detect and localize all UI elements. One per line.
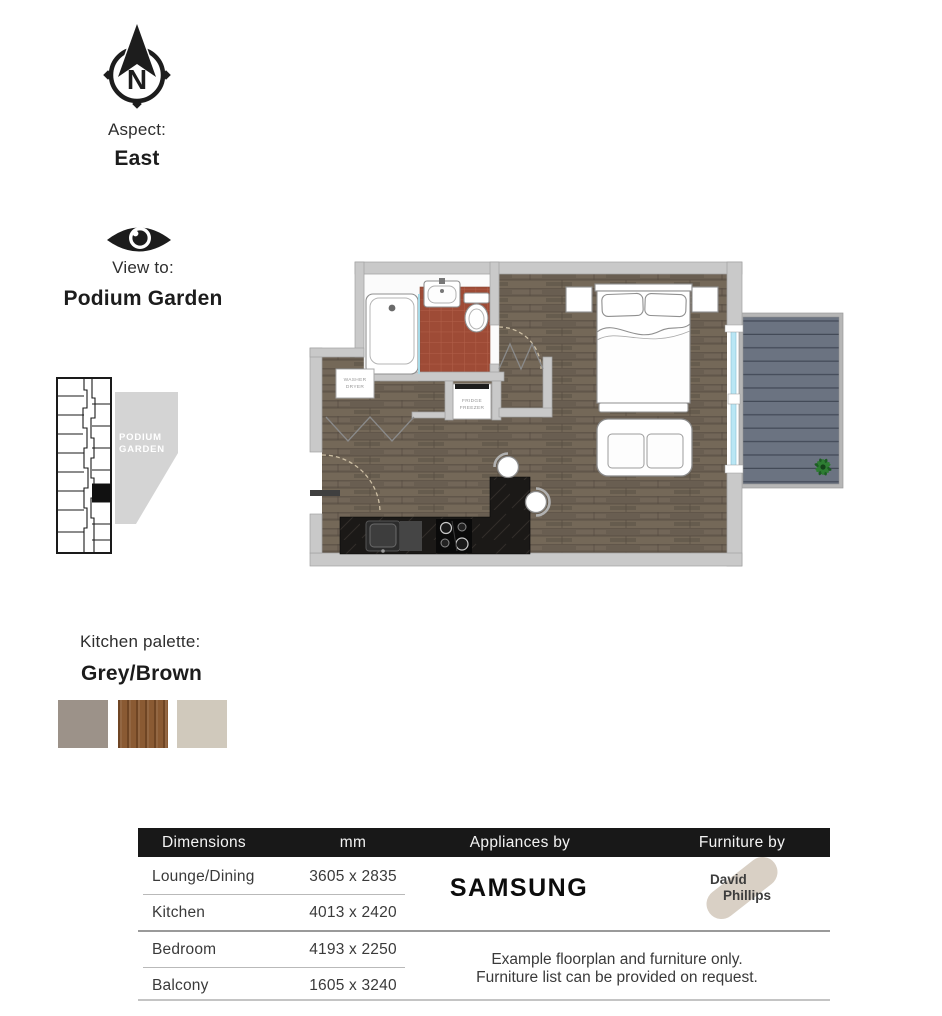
balcony (739, 313, 843, 488)
table-header-bar (138, 828, 830, 857)
building-key-plan (50, 372, 235, 562)
table-row-room: Kitchen (152, 904, 206, 921)
floorplan-drawing (300, 252, 848, 574)
bedside-table-left (566, 287, 592, 312)
header-furniture-by: Furniture by (698, 834, 786, 851)
bathtub (366, 294, 419, 374)
fridge-label-1: FRIDGE (462, 399, 482, 404)
table-row-size: 4193 x 2250 (309, 941, 397, 958)
podium-garden-area (115, 392, 178, 524)
subject-unit-marker (92, 484, 111, 502)
palette-swatch-grey (58, 700, 108, 748)
david-phillips-text-1: David (710, 872, 747, 887)
kitchen-sink (370, 524, 396, 547)
palette-swatch-cream (177, 700, 227, 748)
samsung-logo: SAMSUNG (449, 874, 589, 902)
bedside-table-right (692, 287, 718, 312)
kitchen-palette-label: Kitchen palette: (80, 632, 201, 651)
fridge-freezer (453, 384, 491, 419)
palette-swatch-brown (118, 700, 168, 748)
row-divider (143, 894, 405, 895)
view-to-value: Podium Garden (63, 287, 223, 310)
section-divider (138, 930, 830, 932)
table-row-room: Lounge/Dining (152, 868, 255, 885)
david-phillips-text-2: Phillips (723, 888, 772, 903)
north-compass-icon (95, 16, 185, 112)
header-dimensions: Dimensions (162, 834, 246, 851)
header-mm: mm (339, 834, 367, 851)
fridge-label-2: FREEZER (459, 406, 485, 411)
david-phillips-logo (700, 856, 792, 920)
table-row-room: Balcony (152, 977, 209, 994)
sofa (597, 419, 692, 476)
aspect-label: Aspect: (107, 120, 167, 139)
washer-label-2: DRYER (345, 385, 365, 390)
washer-label-1: WASHER (343, 378, 367, 383)
header-appliances-by: Appliances by (469, 834, 571, 851)
washer-dryer (336, 369, 374, 398)
podium-garden-label-1: PODIUM (119, 432, 162, 443)
aspect-value: East (114, 147, 160, 170)
entry-lintel (310, 490, 340, 496)
bathroom-sink (424, 278, 460, 307)
compass-n-letter: N (126, 64, 148, 95)
bed (595, 284, 692, 412)
disclaimer-line-2: Furniture list can be provided on request. (476, 969, 758, 986)
row-divider (143, 967, 405, 968)
disclaimer-line-1: Example floorplan and furniture only. (491, 951, 743, 968)
hob (436, 519, 472, 553)
view-to-label: View to: (112, 258, 174, 277)
podium-garden-label-2: GARDEN (119, 444, 165, 455)
table-row-size: 4013 x 2420 (309, 904, 397, 921)
table-bottom-divider (138, 999, 830, 1001)
toilet (464, 293, 489, 332)
table-row-size: 3605 x 2835 (309, 868, 397, 885)
table-row-room: Bedroom (152, 941, 217, 958)
kitchen-palette-value: Grey/Brown (81, 662, 203, 685)
table-row-size: 1605 x 3240 (309, 977, 397, 994)
